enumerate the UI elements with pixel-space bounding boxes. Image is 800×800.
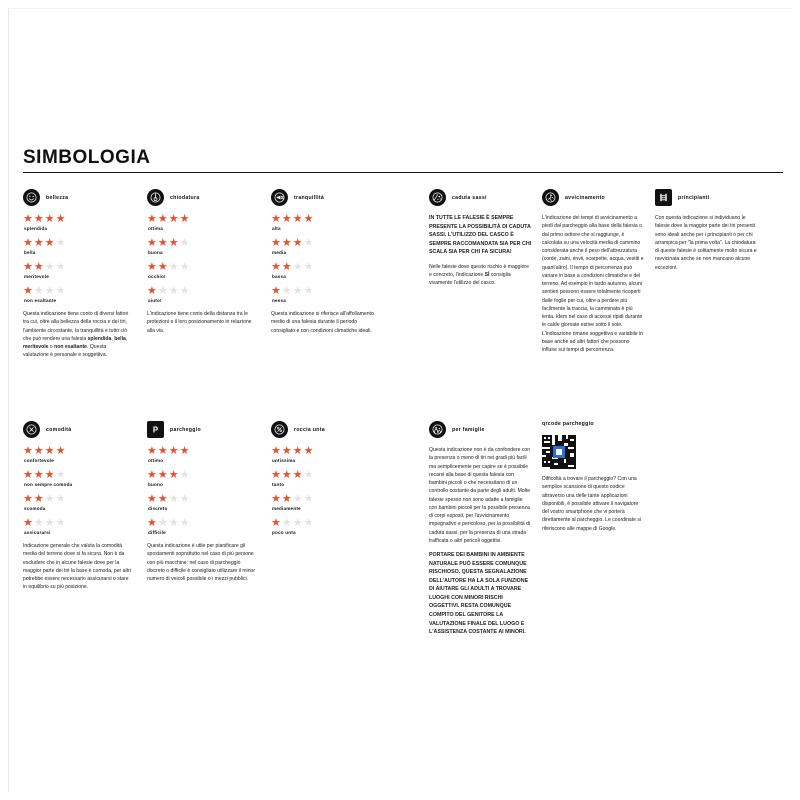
entry-description: L'indicazione dei tempi di avvicinamento a piedi dal parcheggio alla base della falesia o dal primo settore che si raggiunge, è calcolata su una velocità media di cammino considerata anche il peso dell'attrezzatura (corde, zaini, rinvii, scarpette, acqua, vestiti e quant'altro). Il tempo di percorrenza può variare in base a condizioni climatiche e del terreno. Ad esempio in tardo autunno, alcuni sentieri possono essere totalmente ricoperti dalle foglie per cui, oltre a perdere più facilmente la traccia, la camminata è più lenta. Idem nel caso di accessi ripidi durante le calde giornate estive sotto il sole. L'indicazione rimane soggettiva e variabile in base anche ad altri fattori che possono influire sui tempi di percorrenza. [542, 215, 644, 353]
silence-icon [271, 189, 288, 206]
column-parcheggio [147, 421, 257, 583]
rating-label: occhio! [148, 274, 166, 279]
rating-item [271, 518, 381, 535]
rating-label: tanto [272, 482, 285, 487]
entry-description: Nelle falesie dove questo rischio è maggiore e concreto, l'indicazione SÌ consiglia vivamente l'utilizzo del casco. [429, 263, 529, 287]
entry-comodita [23, 421, 133, 592]
entry-label: qrcode parcheggio [542, 421, 594, 427]
rating-item [147, 214, 257, 231]
rating-label: untissima [272, 458, 296, 463]
star-rating: ★ ★ ★ ★ [271, 445, 314, 457]
entry-label: comodità [46, 426, 72, 433]
rating-label: poco unta [272, 530, 296, 535]
bolt-hanger-icon [147, 189, 164, 206]
rating-item [147, 494, 257, 511]
star-rating: ★ ★ ★ ★ [23, 445, 66, 457]
rating-item [271, 494, 381, 511]
entry-warning-text: PORTARE DEI BAMBINI IN AMBIENTE NATURALE PUÒ ESSERE COMUNQUE RISCHIOSO. QUESTA SEGNALAZIONE DELL'AUTORE HA LA SOLA FUNZIONE DI AIUTARE GLI ADULTI A TROVARE LUOGHI CON MINORI RISCHI OGGETTIVI. RESTA COMUNQUE COMPITO DEL GENITORE LA VALUTAZIONE FINALE DEL LUOGO E L'ASSISTENZA COSTANTE AI MINORI. [429, 552, 529, 636]
star-rating: ★ ★ ★ ★ [23, 469, 66, 481]
rating-label: assicurarsi [24, 530, 51, 535]
star-rating: ★ ★ ★ ★ [271, 261, 314, 273]
entry-header [655, 189, 760, 206]
star-rating: ★ ★ ★ ★ [147, 261, 190, 273]
star-rating: ★ ★ ★ ★ [147, 213, 190, 225]
entry-description: Questa indicazione tiene conto di diversi fattori tra cui, oltre alla bellezza della roccia e dei tiri, l'ambiente circostante, la tranquillità e tutto ciò che può rendere una falesia splendida, bella, meritevole o non esaltante. Questa valutazione è personale e soggettiva. [23, 311, 129, 359]
svg-text:P: P [152, 425, 159, 435]
entry-label: chiodatura [170, 194, 200, 201]
entry-header [23, 189, 133, 206]
qrcode-icon [542, 435, 576, 469]
entry-header [429, 421, 532, 438]
star-rating: ★ ★ ★ ★ [23, 237, 66, 249]
column-chiodatura [147, 189, 257, 335]
rating-item [147, 446, 257, 463]
parking-p-icon [147, 421, 164, 438]
column-avvicinamento [542, 189, 645, 354]
rating-item [23, 214, 133, 231]
rating-label: alta [272, 226, 281, 231]
entry-tranquillita [271, 189, 381, 335]
star-rating: ★ ★ ★ ★ [147, 517, 190, 529]
rating-item [147, 238, 257, 255]
entry-description: Questa indicazione non è da confondere con la presenza o meno di tiri nei gradi più facili ma semplicemente per capire se è possibile recarsi alla base di questa falesia con bambini piccoli o che necessitano di un controllo costante da parte degli adulti. Molte falesie spesso non sono adatte a famiglie con bambini piccoli per la possibile presenza di corpi esposti, per l'avvicinamento impegnativo e pericoloso, per la possibilità di caduta sassi, per la presenza di una strada trafficata o altri pericoli oggettivi. [429, 447, 531, 544]
star-rating: ★ ★ ★ ★ [23, 261, 66, 273]
entry-description: Questa indicazione si riferisce all'affollamento medio di una falesia durante il periodo consigliato e con condizioni climatiche ideali. [271, 311, 374, 334]
rating-item [147, 518, 257, 535]
rating-label: non sempre comoda [24, 482, 73, 487]
entry-header [271, 189, 381, 206]
smiley-face-icon [23, 189, 40, 206]
entry-header [271, 421, 381, 438]
rating-label: buona [148, 250, 163, 255]
star-rating: ★ ★ ★ ★ [147, 285, 190, 297]
entry-header [429, 189, 532, 206]
entry-label: parcheggio [170, 426, 201, 433]
entry-header [147, 189, 257, 206]
rating-label: ottima [148, 226, 163, 231]
rating-label: scomoda [24, 506, 46, 511]
rating-item [23, 470, 133, 487]
column-principianti [655, 189, 760, 272]
star-rating: ★ ★ ★ ★ [271, 213, 314, 225]
rating-label: difficile [148, 530, 166, 535]
star-rating: ★ ★ ★ ★ [147, 237, 190, 249]
entry-header [542, 189, 645, 206]
entry-header [23, 421, 133, 438]
rating-item [271, 286, 381, 303]
entry-label: tranquillità [294, 194, 325, 201]
entry-per-famiglie [429, 421, 532, 637]
rating-label: aiuto! [148, 298, 162, 303]
entry-header [542, 421, 645, 427]
rating-item [23, 238, 133, 255]
rating-item [271, 238, 381, 255]
entry-label: bellezza [46, 194, 69, 201]
rating-item [271, 470, 381, 487]
rating-item [23, 446, 133, 463]
entry-description: Difficoltà a trovare il parcheggio? Con una semplice scansione di questo codice attraverso una delle tante applicazioni disponibili, è possibile attivare il navigatore del vostro smartphone che vi porterà direttamente al parcheggio. Le coordinate si riferiscono alle mappe di Google. [542, 476, 642, 532]
rating-label: meritevole [24, 274, 49, 279]
column-comodita [23, 421, 133, 592]
rating-label: discreto [148, 506, 168, 511]
rating-label: mediamente [272, 506, 301, 511]
entry-description: Con questa indicazione si individuano le falesie dove la maggior parte dei tiri presenti sono ideali anche per i principianti o per chi arrampica per "la prima volta". La chiodatura di queste falesie è solitamente molto sicura e ravvicinata anche se non mancano alcune eccezioni. [655, 215, 757, 271]
star-rating: ★ ★ ★ ★ [23, 493, 66, 505]
entry-avvicinamento [542, 189, 645, 354]
column-qrcode-parcheggio [542, 421, 645, 533]
star-rating: ★ ★ ★ ★ [147, 445, 190, 457]
page-title: SIMBOLOGIA [23, 147, 151, 168]
rating-item [147, 286, 257, 303]
rating-item [271, 262, 381, 279]
rating-label: buono [148, 482, 164, 487]
rating-item [147, 470, 257, 487]
entry-caduta-sassi [429, 189, 532, 288]
rating-label: bassa [272, 274, 287, 279]
entry-qrcode [542, 421, 645, 533]
hiker-approach-icon [542, 189, 559, 206]
rating-label: nessa [272, 298, 287, 303]
rating-label: bella [24, 250, 36, 255]
family-icon [429, 421, 446, 438]
percent-rock-icon [271, 421, 288, 438]
rating-label: media [272, 250, 287, 255]
entry-principianti [655, 189, 760, 272]
rating-label: ottimo [148, 458, 164, 463]
rating-label: confortevole [24, 458, 54, 463]
star-rating: ★ ★ ★ ★ [23, 213, 66, 225]
entry-header [147, 421, 257, 438]
star-rating: ★ ★ ★ ★ [271, 285, 314, 297]
entry-label: per famiglie [452, 426, 485, 433]
rating-item [23, 494, 133, 511]
entry-label: principianti [678, 194, 710, 201]
column-roccia-unta [271, 421, 381, 542]
star-rating: ★ ★ ★ ★ [147, 469, 190, 481]
entry-label: avvicinamento [565, 194, 605, 201]
entry-label: caduta sassi [452, 194, 487, 201]
entry-chiodatura [147, 189, 257, 335]
falling-rocks-icon [429, 189, 446, 206]
entry-description: L'indicazione tiene conto della distanza tra le protezioni e il loro posizionamento in relazione alla via. [147, 311, 252, 334]
rating-item [23, 286, 133, 303]
star-rating: ★ ★ ★ ★ [147, 493, 190, 505]
rating-label: splendida [24, 226, 48, 231]
column-caduta-sassi [429, 189, 532, 288]
rating-item [271, 446, 381, 463]
rating-item [271, 214, 381, 231]
tools-icon [23, 421, 40, 438]
star-rating: ★ ★ ★ ★ [271, 493, 314, 505]
star-rating: ★ ★ ★ ★ [271, 469, 314, 481]
column-per-famiglie [429, 421, 532, 637]
rating-item [23, 518, 133, 535]
entry-description: Questa indicazione è utile per pianificare gli spostamenti soprattutto nel caso di più persone con più macchine: nel caso di parcheggio discreto o difficile è consigliato utilizzare il minor numero di veicoli possibile o i mezzi pubblici. [147, 543, 256, 582]
catalog-sheet [8, 8, 792, 792]
beginner-ladder-icon [655, 189, 672, 206]
entry-description: Indicazione generale che valuta la comodità media del terreno dove si fa sicura. Non è da escludere che in alcune falesie dove per la maggior parte dei tiri la base è comoda, per altri potrebbe essere necessario assicurarsi o stare in equilibrio su più posizione. [23, 543, 131, 591]
column-tranquillita [271, 189, 381, 335]
star-rating: ★ ★ ★ ★ [23, 285, 66, 297]
star-rating: ★ ★ ★ ★ [271, 237, 314, 249]
star-rating: ★ ★ ★ ★ [23, 517, 66, 529]
entry-warning-text: IN TUTTE LE FALESIE È SEMPRE PRESENTE LA POSSIBILITÀ DI CADUTA SASSI. L'UTILIZZO DEL CASCO È SEMPRE RACCOMANDATA SIA PER CHI SCALA SIA PER CHI FA SICURA! [429, 215, 532, 256]
entry-roccia-unta [271, 421, 381, 535]
star-rating: ★ ★ ★ ★ [271, 517, 314, 529]
title-divider [23, 172, 783, 173]
entry-label: roccia unta [294, 426, 325, 433]
rating-label: non esaltante [24, 298, 57, 303]
rating-item [147, 262, 257, 279]
entry-parcheggio [147, 421, 257, 583]
entry-bellezza [23, 189, 133, 360]
column-bellezza [23, 189, 133, 360]
rating-item [23, 262, 133, 279]
